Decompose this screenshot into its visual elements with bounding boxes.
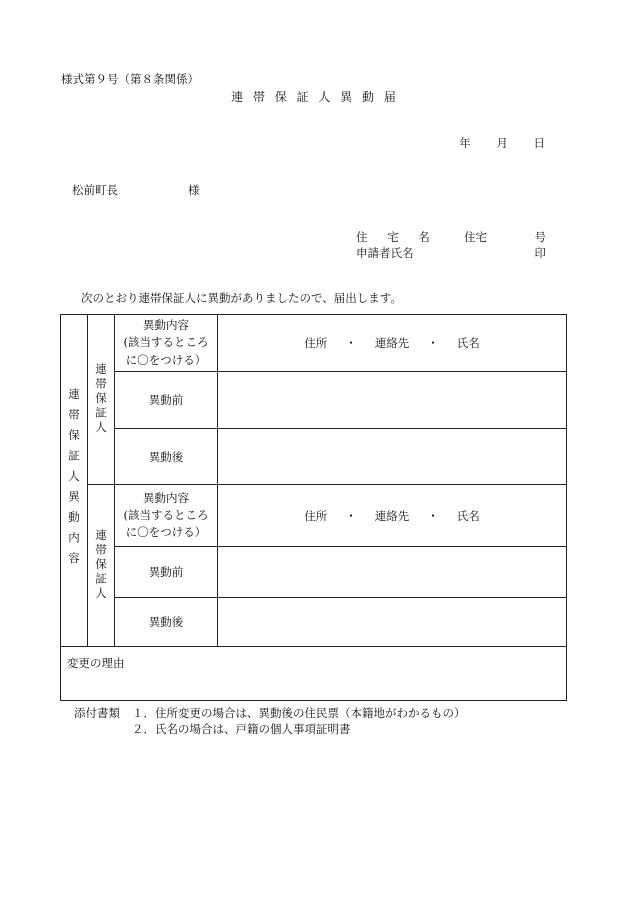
addressee [72,185,200,197]
separator: ・ [427,336,439,350]
applicant-block [356,232,546,264]
addressee-honorific: 様 [188,183,200,197]
date-line [459,138,545,150]
applicant-name-label: 申請者氏名 [356,246,414,260]
group2-after-label: 異動後 [115,598,218,647]
guarantor-change-table [60,314,567,701]
intro-text: 次のとおり連帯保証人に異動がありましたので、届出します。 [81,291,402,305]
change-content-note: (該当するところ [123,507,209,522]
group2-before-label: 異動前 [115,547,218,598]
attachments-label: 添付書類 [74,706,120,720]
group2-header-cell [218,485,567,547]
outer-label-cell [61,315,88,647]
col-name: 氏名 [456,336,480,350]
number-label: 号 [534,230,546,244]
separator: ・ [427,508,439,523]
outer-label: 連帯保証人異動内容 [67,388,81,573]
date-year: 年 [459,136,471,150]
group1-label: 連帯保証人 [94,363,108,436]
separator: ・ [345,336,357,350]
group1-label-cell [88,315,115,485]
reason-cell[interactable] [61,647,567,701]
document-title: 連 帯 保 証 人 異 動 届 [231,90,399,104]
group2-label: 連帯保証人 [94,529,108,602]
change-content-note: (該当するところ [123,335,209,350]
group2-change-content-cell [115,485,218,547]
attachment-item: ２．氏名の場合は、戸籍の個人事項証明書 [132,722,351,736]
group1-before-label: 異動前 [115,372,218,429]
date-month: 月 [496,136,508,150]
change-content-title: 異動内容 [143,490,189,505]
col-name: 氏名 [456,508,480,523]
change-content-note: に〇をつける） [125,352,207,367]
attachments [74,706,466,736]
group2-before-input[interactable] [218,547,567,598]
form-number: 様式第９号（第８条関係） [61,72,199,86]
group1-change-content-cell [115,315,218,372]
seal-label: 印 [534,246,546,260]
address-label: 住 宅 名 [356,230,438,244]
group1-after-label: 異動後 [115,429,218,485]
col-contact: 連絡先 [374,508,410,523]
group1-after-input[interactable] [218,429,567,485]
col-contact: 連絡先 [374,336,410,350]
col-address: 住所 [304,508,328,523]
date-day: 日 [533,136,545,150]
col-address: 住所 [304,336,328,350]
addressee-name: 松前町長 [72,183,118,197]
attachment-item: １．住所変更の場合は、異動後の住民票（本籍地がわかるもの） [132,706,466,720]
group1-before-input[interactable] [218,372,567,429]
group1-header-cell [218,315,567,372]
group2-label-cell [88,485,115,647]
change-content-note: に〇をつける） [125,525,207,540]
change-content-title: 異動内容 [143,318,189,333]
separator: ・ [345,508,357,523]
reason-label: 変更の理由 [67,656,125,670]
group2-after-input[interactable] [218,598,567,647]
house-label: 住宅 [464,230,487,244]
